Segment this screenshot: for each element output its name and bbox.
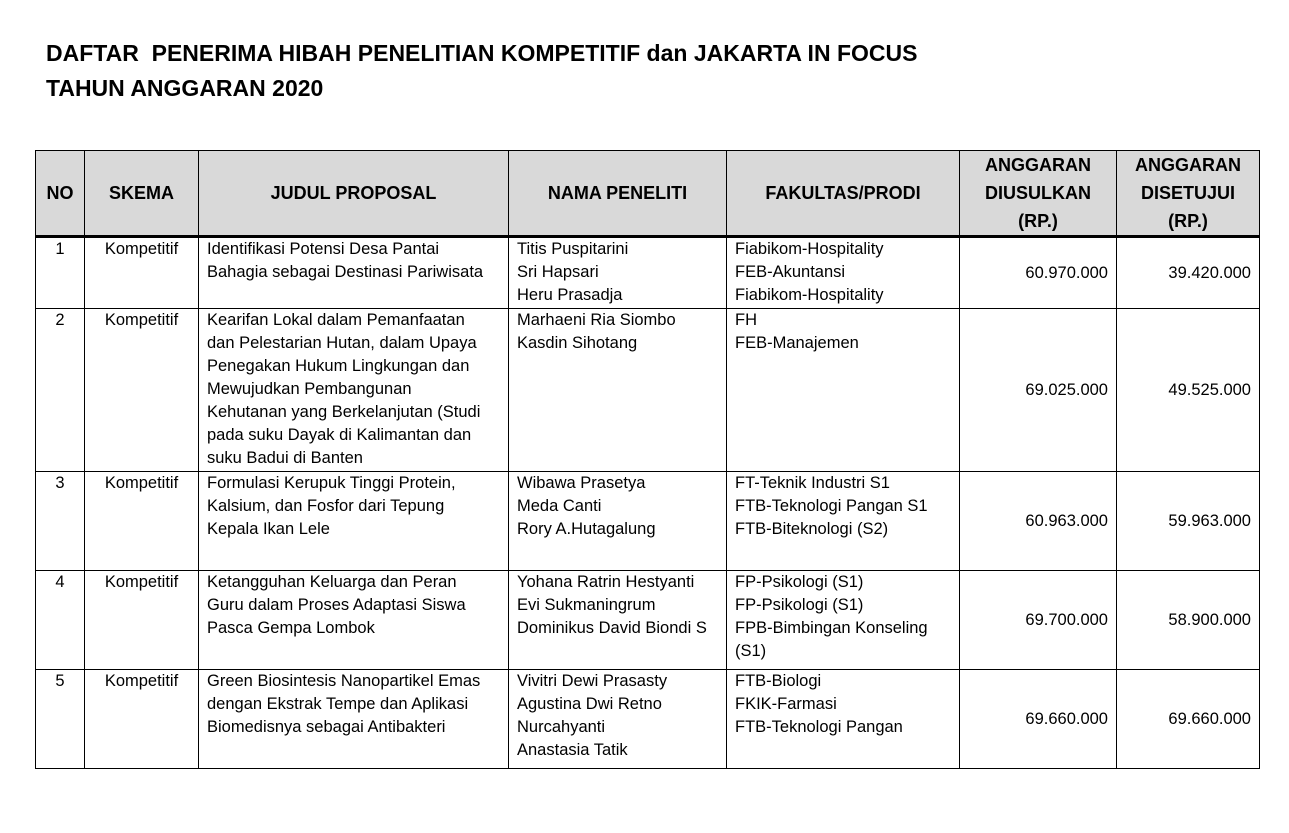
judul-line: Penegakan Hukum Lingkungan dan	[207, 357, 470, 375]
judul-line: Kehutanan yang Berkelanjutan (Studi	[207, 403, 481, 421]
judul-line: Guru dalam Proses Adaptasi Siswa	[207, 596, 466, 614]
document-title	[46, 36, 917, 106]
fakultas-entry: FTB-Teknologi Pangan S1	[735, 497, 928, 515]
cell-anggaran-diusulkan: 60.970.000	[960, 237, 1117, 309]
table-row	[36, 571, 1260, 670]
grant-recipients-table	[35, 150, 1260, 769]
header-anggaran-diusulkan	[960, 151, 1117, 237]
fakultas-entry: FTB-Biologi	[735, 672, 822, 690]
cell-nama-peneliti	[509, 309, 727, 472]
fakultas-entry: FH	[735, 311, 757, 329]
cell-anggaran-disetujui: 69.660.000	[1117, 670, 1260, 769]
peneliti-name: Sri Hapsari	[517, 263, 599, 281]
cell-anggaran-diusulkan: 69.660.000	[960, 670, 1117, 769]
fakultas-entry: FEB-Manajemen	[735, 334, 859, 352]
peneliti-name: Meda Canti	[517, 497, 602, 515]
cell-judul-proposal	[199, 237, 509, 309]
judul-line: Identifikasi Potensi Desa Pantai	[207, 240, 440, 258]
table-row	[36, 309, 1260, 472]
header-judul-proposal: JUDUL PROPOSAL	[199, 151, 509, 237]
fakultas-entry: FEB-Akuntansi	[735, 263, 846, 281]
cell-anggaran-disetujui: 49.525.000	[1117, 309, 1260, 472]
fakultas-entry: FTB-Teknologi Pangan	[735, 718, 903, 736]
cell-no: 5	[36, 670, 85, 769]
cell-fakultas-prodi	[727, 472, 960, 571]
cell-skema: Kompetitif	[85, 472, 199, 571]
fakultas-entry: FP-Psikologi (S1)	[735, 573, 864, 591]
peneliti-name: Marhaeni Ria Siombo	[517, 311, 676, 329]
cell-judul-proposal	[199, 571, 509, 670]
cell-nama-peneliti	[509, 670, 727, 769]
header-disetujui-line-2: DISETUJUI	[1140, 183, 1236, 203]
title-line-1: DAFTAR PENERIMA HIBAH PENELITIAN KOMPETITIF dan JAKARTA IN FOCUS	[46, 40, 918, 66]
table-body	[36, 237, 1260, 769]
judul-line: Kepala Ikan Lele	[207, 520, 330, 538]
judul-line: Green Biosintesis Nanopartikel Emas	[207, 672, 481, 690]
cell-judul-proposal	[199, 670, 509, 769]
peneliti-name: Agustina Dwi Retno	[517, 695, 662, 713]
cell-anggaran-disetujui: 39.420.000	[1117, 237, 1260, 309]
fakultas-entry: Fiabikom-Hospitality	[735, 286, 884, 304]
cell-skema: Kompetitif	[85, 571, 199, 670]
header-fakultas-prodi: FAKULTAS/PRODI	[727, 151, 960, 237]
cell-anggaran-diusulkan: 60.963.000	[960, 472, 1117, 571]
cell-fakultas-prodi	[727, 309, 960, 472]
cell-no: 1	[36, 237, 85, 309]
judul-line: pada suku Dayak di Kalimantan dan	[207, 426, 472, 444]
cell-nama-peneliti	[509, 472, 727, 571]
peneliti-name: Evi Sukmaningrum	[517, 596, 656, 614]
cell-fakultas-prodi	[727, 670, 960, 769]
header-disetujui-line-3: (RP.)	[1168, 211, 1208, 231]
judul-line: Biomedisnya sebagai Antibakteri	[207, 718, 446, 736]
table-row	[36, 472, 1260, 571]
peneliti-name: Nurcahyanti	[517, 718, 606, 736]
cell-fakultas-prodi	[727, 571, 960, 670]
header-diusulkan-line-1: ANGGARAN	[985, 155, 1091, 175]
title-line-2: TAHUN ANGGARAN 2020	[46, 75, 324, 101]
cell-anggaran-disetujui: 59.963.000	[1117, 472, 1260, 571]
cell-fakultas-prodi	[727, 237, 960, 309]
peneliti-name: Wibawa Prasetya	[517, 474, 646, 492]
judul-line: Mewujudkan Pembangunan	[207, 380, 412, 398]
fakultas-entry: FP-Psikologi (S1)	[735, 596, 864, 614]
judul-line: Ketangguhan Keluarga dan Peran	[207, 573, 457, 591]
judul-line: Formulasi Kerupuk Tinggi Protein,	[207, 474, 456, 492]
judul-line: dan Pelestarian Hutan, dalam Upaya	[207, 334, 477, 352]
fakultas-entry: Fiabikom-Hospitality	[735, 240, 884, 258]
judul-line: Pasca Gempa Lombok	[207, 619, 375, 637]
fakultas-entry: FT-Teknik Industri S1	[735, 474, 890, 492]
cell-judul-proposal	[199, 309, 509, 472]
table-header-row	[36, 151, 1260, 237]
table-row	[36, 670, 1260, 769]
cell-anggaran-diusulkan: 69.700.000	[960, 571, 1117, 670]
header-anggaran-disetujui	[1117, 151, 1260, 237]
header-no: NO	[36, 151, 85, 237]
peneliti-name: Rory A.Hutagalung	[517, 520, 656, 538]
header-diusulkan-line-2: DIUSULKAN	[985, 183, 1091, 203]
peneliti-name: Yohana Ratrin Hestyanti	[517, 573, 695, 591]
fakultas-entry: FPB-Bimbingan Konseling	[735, 619, 928, 637]
judul-line: Bahagia sebagai Destinasi Pariwisata	[207, 263, 484, 281]
judul-line: Kalsium, dan Fosfor dari Tepung	[207, 497, 445, 515]
peneliti-name: Titis Puspitarini	[517, 240, 629, 258]
table-row	[36, 237, 1260, 309]
cell-judul-proposal	[199, 472, 509, 571]
cell-nama-peneliti	[509, 571, 727, 670]
peneliti-name: Vivitri Dewi Prasasty	[517, 672, 668, 690]
judul-line: suku Badui di Banten	[207, 449, 363, 467]
judul-line: dengan Ekstrak Tempe dan Aplikasi	[207, 695, 469, 713]
cell-no: 3	[36, 472, 85, 571]
fakultas-entry: FKIK-Farmasi	[735, 695, 837, 713]
cell-no: 4	[36, 571, 85, 670]
cell-nama-peneliti	[509, 237, 727, 309]
header-disetujui-line-1: ANGGARAN	[1135, 155, 1241, 175]
peneliti-name: Dominikus David Biondi S	[517, 619, 707, 637]
cell-no: 2	[36, 309, 85, 472]
peneliti-name: Kasdin Sihotang	[517, 334, 638, 352]
fakultas-entry: FTB-Biteknologi (S2)	[735, 520, 889, 538]
header-skema: SKEMA	[85, 151, 199, 237]
cell-skema: Kompetitif	[85, 309, 199, 472]
judul-line: Kearifan Lokal dalam Pemanfaatan	[207, 311, 465, 329]
fakultas-entry: (S1)	[735, 642, 767, 660]
header-nama-peneliti: NAMA PENELITI	[509, 151, 727, 237]
cell-skema: Kompetitif	[85, 237, 199, 309]
header-diusulkan-line-3: (RP.)	[1018, 211, 1058, 231]
peneliti-name: Anastasia Tatik	[517, 741, 628, 759]
cell-anggaran-diusulkan: 69.025.000	[960, 309, 1117, 472]
cell-anggaran-disetujui: 58.900.000	[1117, 571, 1260, 670]
cell-skema: Kompetitif	[85, 670, 199, 769]
peneliti-name: Heru Prasadja	[517, 286, 623, 304]
